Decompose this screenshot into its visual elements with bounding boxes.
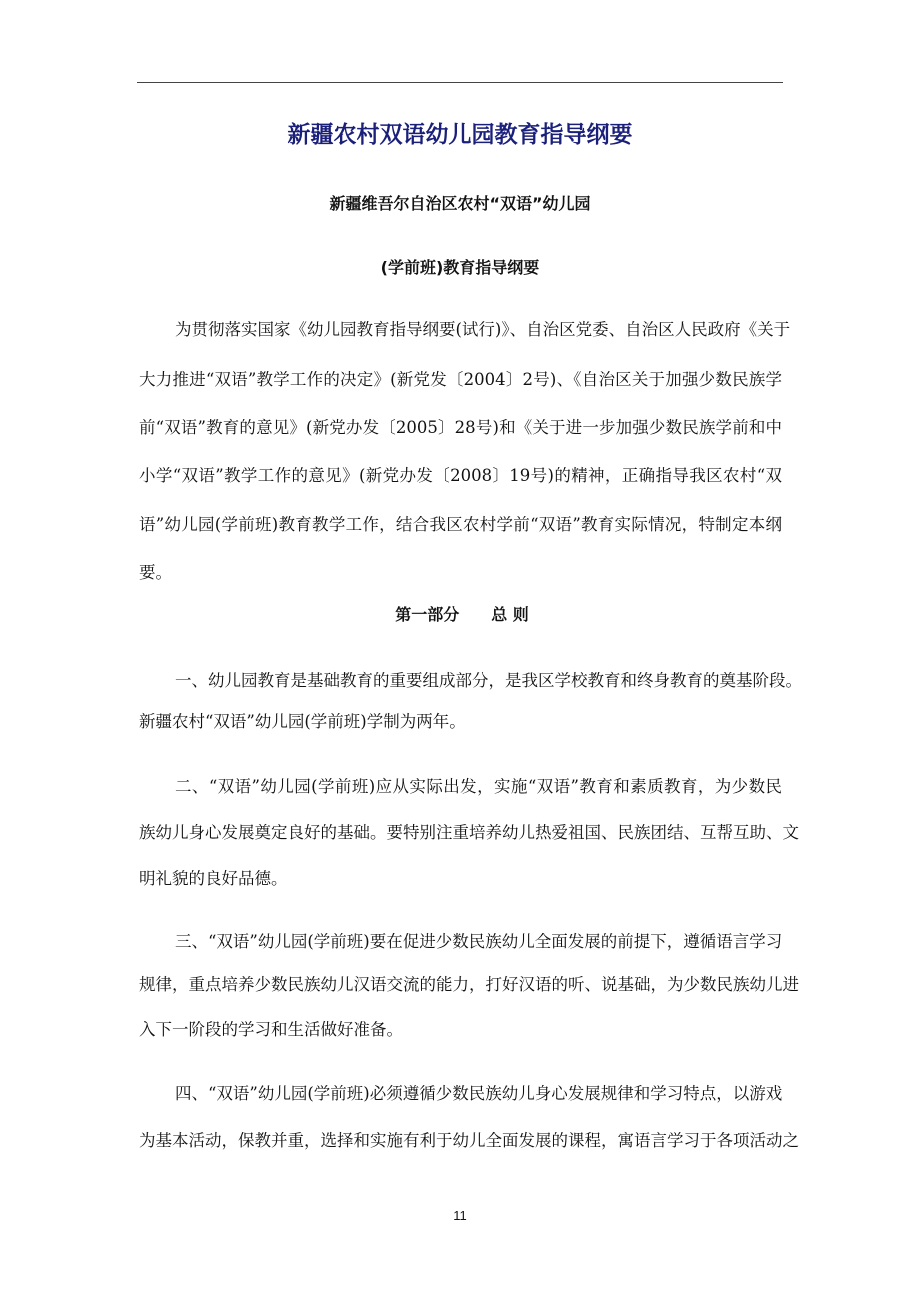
text-line: 四、“双语”幼儿园(学前班)必须遵循少数民族幼儿身心发展规律和学习特点，以游戏 <box>175 1084 783 1103</box>
section-heading: 第一部分 总 则 <box>395 605 529 624</box>
text-line: 族幼儿身心发展奠定良好的基础。要特别注重培养幼儿热爱祖国、民族团结、互帮互助、文 <box>139 823 799 842</box>
page-number: 11 <box>453 1208 467 1223</box>
text-line: 大力推进“双语”教学工作的决定》(新党发〔2004〕2号)、《自治区关于加强少数民族学 <box>139 370 782 389</box>
text-line: 三、“双语”幼儿园(学前班)要在促进少数民族幼儿全面发展的前提下，遵循语言学习 <box>175 932 783 951</box>
text-line: 一、幼儿园教育是基础教育的重要组成部分，是我区学校教育和终身教育的奠基阶段。 <box>175 671 802 690</box>
text-line: 规律，重点培养少数民族幼儿汉语交流的能力，打好汉语的听、说基础，为少数民族幼儿进 <box>139 975 799 994</box>
subtitle-line-2: (学前班)教育指导纲要 <box>380 258 540 277</box>
subtitle-line-1: 新疆维吾尔自治区农村“双语”幼儿园 <box>329 194 591 213</box>
text-line: 为贯彻落实国家《幼儿园教育指导纲要(试行)》、自治区党委、自治区人民政府《关于 <box>175 320 791 339</box>
text-line: 要。 <box>139 563 172 582</box>
text-line: 前“双语”教育的意见》(新党办发〔2005〕28号)和《关于进一步加强少数民族学前和中 <box>139 418 782 437</box>
text-line: 明礼貌的良好品德。 <box>139 869 288 888</box>
document-title: 新疆农村双语幼儿园教育指导纲要 <box>287 122 633 148</box>
text-line: 语”幼儿园(学前班)教育教学工作，结合我区农村学前“双语”教育实际情况，特制定本纲 <box>139 515 782 534</box>
text-line: 新疆农村“双语”幼儿园(学前班)学制为两年。 <box>139 712 466 731</box>
text-line: 为基本活动，保教并重，选择和实施有利于幼儿全面发展的课程，寓语言学习于各项活动之 <box>139 1131 799 1150</box>
header-rule <box>137 82 783 83</box>
text-line: 入下一阶段的学习和生活做好准备。 <box>139 1020 403 1039</box>
text-line: 小学“双语”教学工作的意见》(新党办发〔2008〕19号)的精神，正确指导我区农村“双 <box>139 466 782 485</box>
text-line: 二、“双语”幼儿园(学前班)应从实际出发，实施“双语”教育和素质教育，为少数民 <box>175 777 782 796</box>
